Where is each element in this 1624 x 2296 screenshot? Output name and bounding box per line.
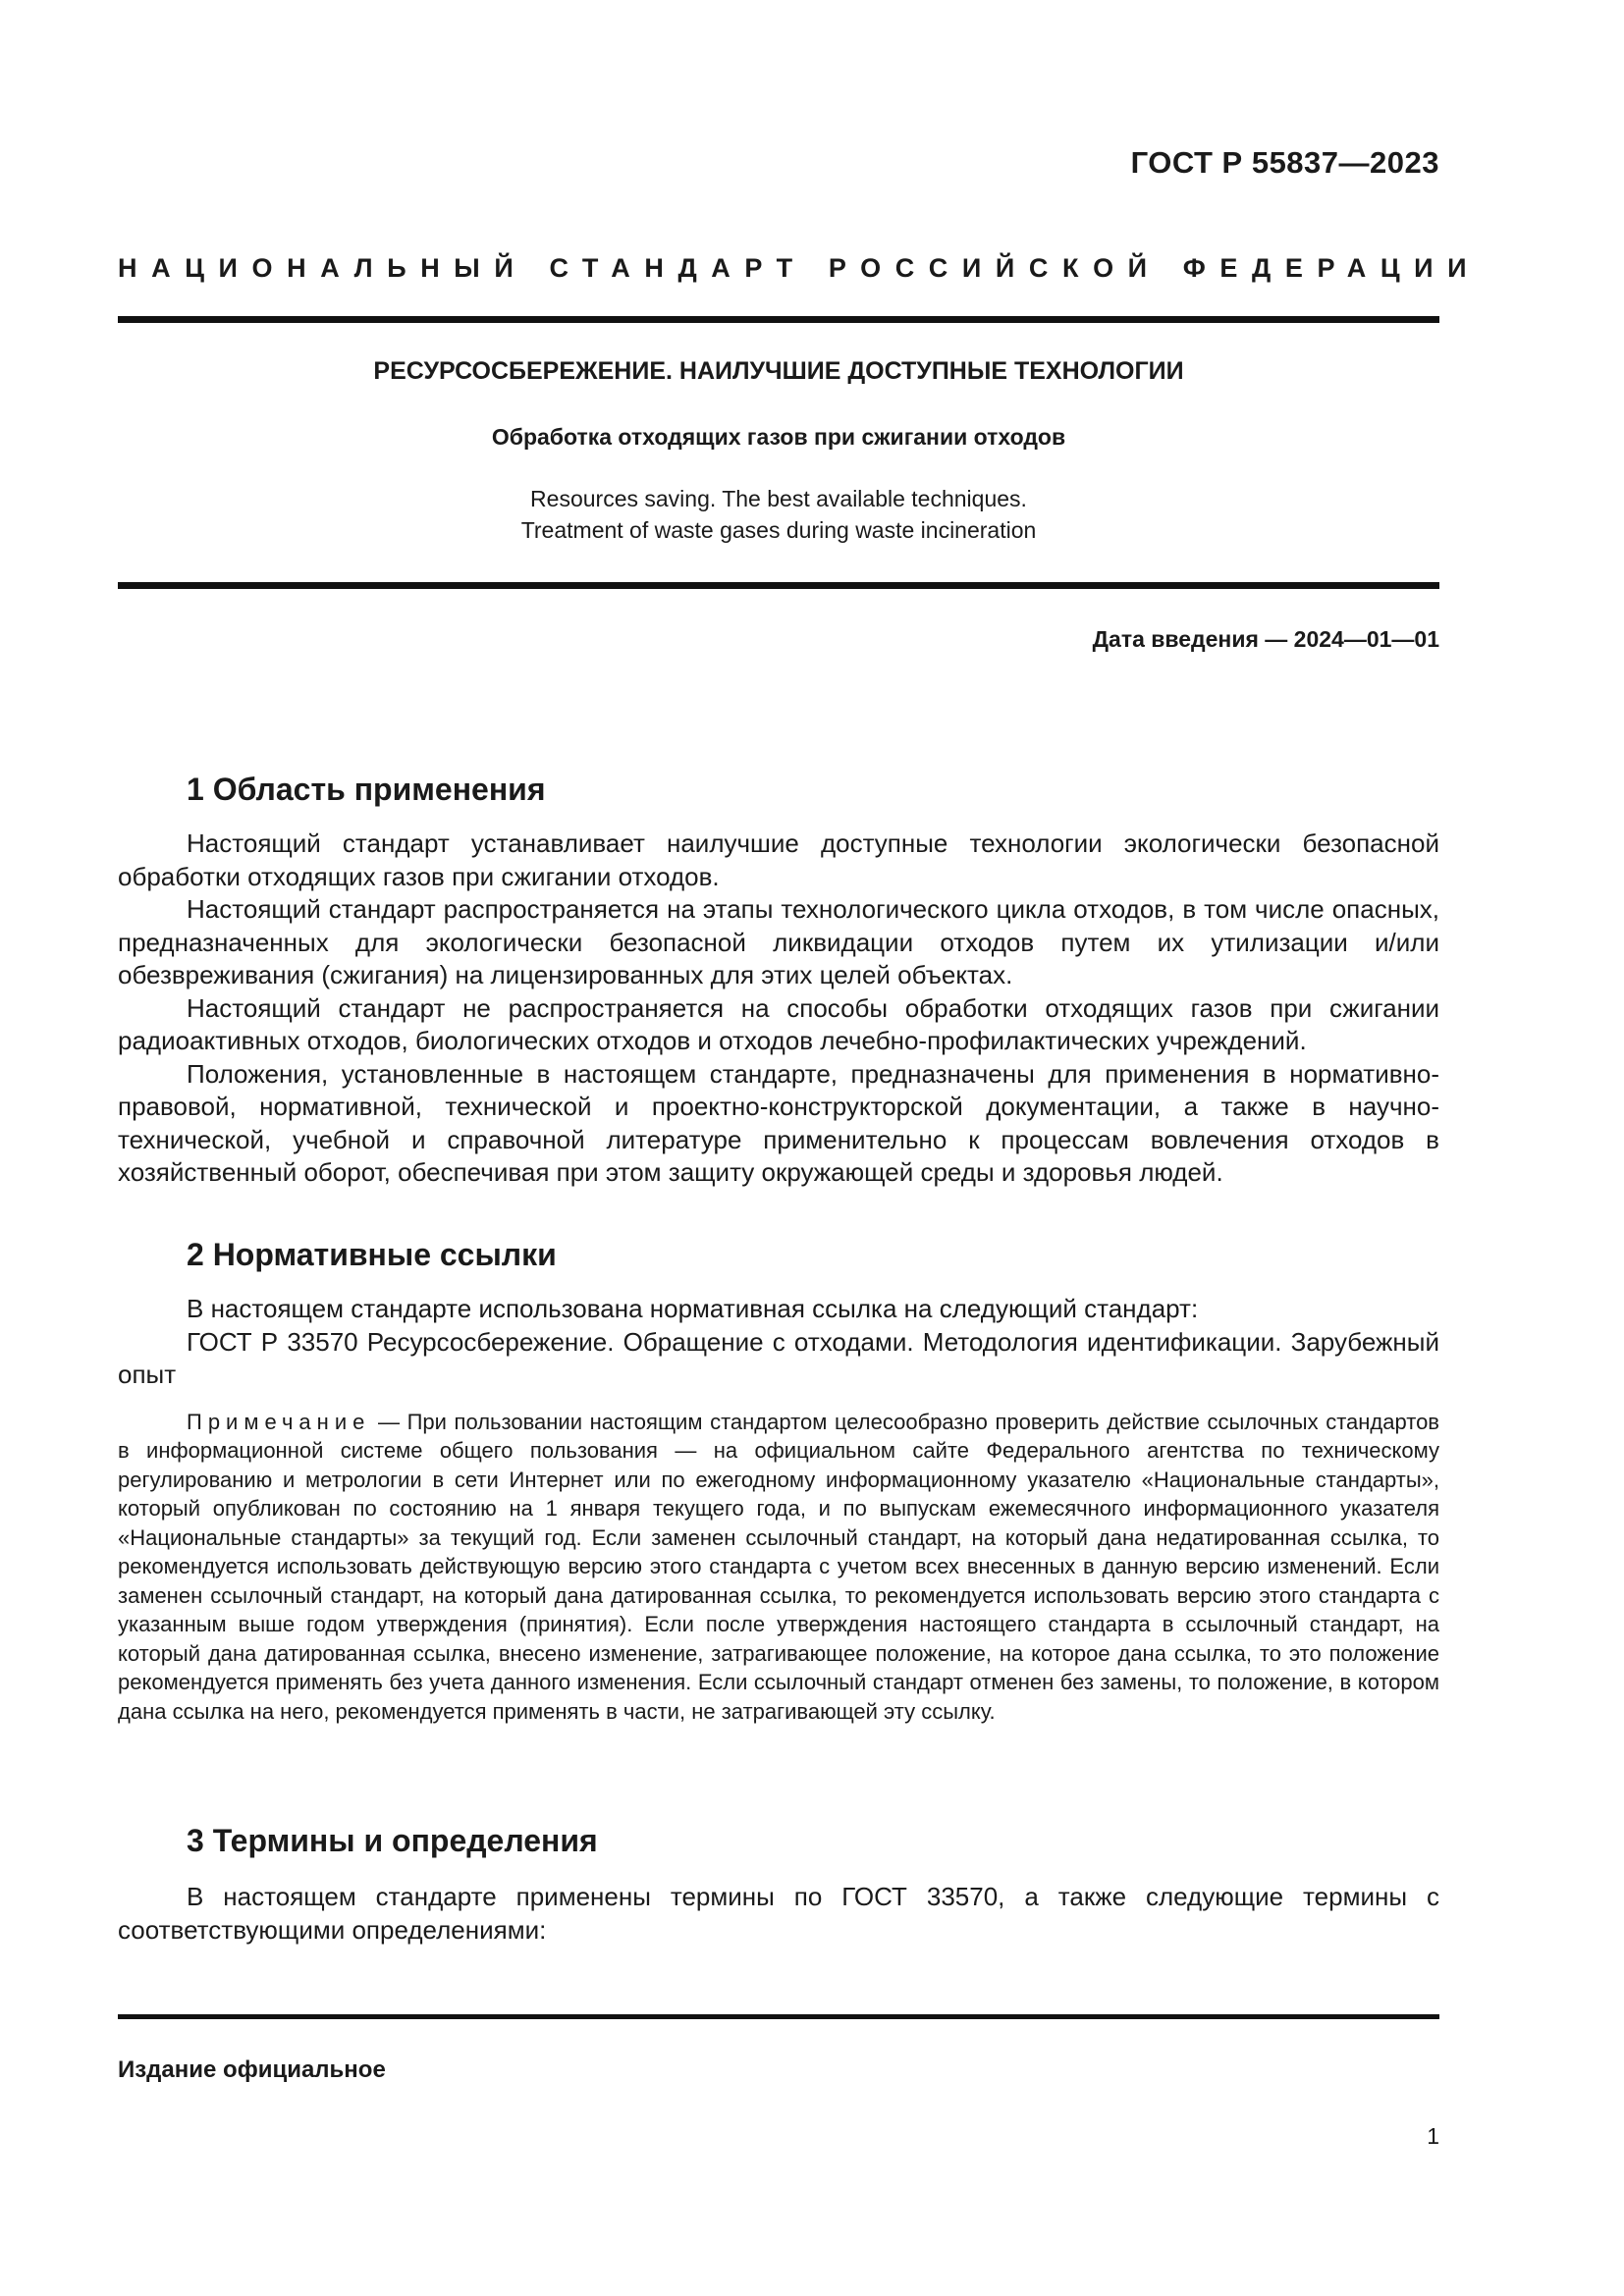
note bbox=[118, 1408, 1439, 1727]
note-text: — При пользовании настоящим стандартом целесообразно проверить действие ссылочных стандартов в информационной системе общего пользования — на официальном сайте Федерального агентства по техническому регулированию и метрологии в сети Интернет или по ежегодному информационному указателю «Национальные стандарты», который опубликован по состоянию на 1 января текущего года, и по выпускам ежемесячного информационного указателя «Национальные стандарты» за текущий год. Если заменен ссылочный стандарт, на который дана недатированная ссылка, то рекомендуется использовать действующую версию этого стандарта с учетом всех внесенных в данную версию изменений. Если заменен ссылочный стандарт, на который дана датированная ссылка, то рекомендуется использовать версию этого стандарта с указанным выше годом утверждения (принятия). Если после утверждения настоящего стандарта в ссылочный стандарт, на который дана датированная ссылка, внесено изменение, затрагивающее положение, на которое дана ссылка, то это положение рекомендуется применять без учета данного изменения. Если ссылочный стандарт отменен без замены, то положение, в котором дана ссылка на него, рекомендуется применять в части, не затрагивающей эту ссылку. bbox=[118, 1409, 1439, 1724]
note-label: Примечание bbox=[187, 1409, 371, 1434]
document-code: ГОСТ Р 55837—2023 bbox=[1130, 145, 1439, 180]
document-title: РЕСУРСОСБЕРЕЖЕНИЕ. НАИЛУЧШИЕ ДОСТУПНЫЕ ТЕХНОЛОГИИ bbox=[373, 357, 1184, 385]
paragraph: В настоящем стандарте применены термины по ГОСТ 33570, а также следующие термины с соответствующими определениями: bbox=[118, 1882, 1439, 1945]
english-title bbox=[118, 483, 1439, 546]
paragraph: В настоящем стандарте использована нормативная ссылка на следующий стандарт: bbox=[187, 1294, 1199, 1323]
section-terms-definitions bbox=[118, 1823, 1439, 1947]
english-title-line-1: Resources saving. The best available techniques. bbox=[530, 486, 1027, 511]
national-standard-banner: НАЦИОНАЛЬНЫЙ СТАНДАРТ РОССИЙСКОЙ ФЕДЕРАЦИИ bbox=[118, 253, 1482, 283]
paragraph: Настоящий стандарт распространяется на этапы технологического цикла отходов, в том числе опасных, предназначенных для экологически безопасной ликвидации отходов путем их утилизации и/или обезвреживания (сжигания) на лицензированных для этих целей объектах. bbox=[118, 894, 1439, 989]
introduction-date: Дата введения — 2024—01—01 bbox=[1092, 626, 1439, 652]
paragraph: ГОСТ Р 33570 Ресурсосбережение. Обращение с отходами. Методология идентификации. Зарубежный опыт bbox=[118, 1326, 1439, 1389]
footer-rule bbox=[118, 2014, 1439, 2019]
document-page bbox=[118, 0, 1482, 2296]
paragraph: Настоящий стандарт устанавливает наилучшие доступные технологии экологически безопасной обработки отходящих газов при сжигании отходов. bbox=[118, 828, 1439, 891]
document-subtitle: Обработка отходящих газов при сжигании отходов bbox=[491, 424, 1066, 450]
page-number: 1 bbox=[1427, 2123, 1439, 2149]
section-scope bbox=[118, 772, 1439, 1190]
section-normative-references bbox=[118, 1237, 1439, 1726]
paragraph: Положения, установленные в настоящем стандарте, предназначены для применения в нормативно-правовой, нормативной, технической и проектно-конструкторской документации, а также в научно-технической, учебной и справочной литературе применительно к процессам вовлечения отходов в хозяйственный оборот, обеспечивая при этом защиту окружающей среды и здоровья людей. bbox=[118, 1058, 1439, 1187]
paragraph: Настоящий стандарт не распространяется на способы обработки отходящих газов при сжигании радиоактивных отходов, биологических отходов и отходов лечебно-профилактических учреждений. bbox=[118, 992, 1439, 1055]
section-heading: 2 Нормативные ссылки bbox=[187, 1237, 557, 1272]
section-heading: 3 Термины и определения bbox=[187, 1823, 598, 1858]
top-rule bbox=[118, 316, 1439, 323]
english-title-line-2: Treatment of waste gases during waste incineration bbox=[520, 517, 1037, 543]
title-bottom-rule bbox=[118, 582, 1439, 589]
section-heading: 1 Область применения bbox=[187, 772, 546, 807]
official-edition-label: Издание официальное bbox=[118, 2056, 386, 2083]
